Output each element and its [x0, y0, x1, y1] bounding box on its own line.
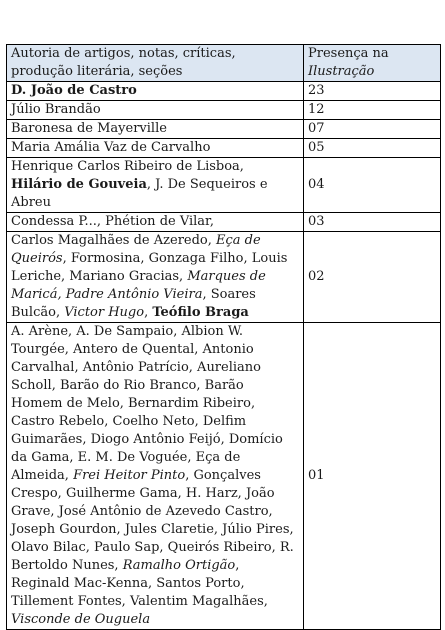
author-text: A. Arène, A. De Sampaio, Albion W. Tourgée, Antero de Quental, Antonio Carvalhal, Antônio Patrício, Aureliano Scholl, Barão do Rio Branco, Barão Homem de Melo, Bernardim Ribeiro, Castro Rebelo, Coelho Neto, Delfim Guimarães, Diogo Antônio Feijó, Domício da Gama, E. M. De Voguée, Eça de Almeida,: [11, 324, 283, 483]
author-cell: [7, 213, 304, 232]
author-text: Baronesa de Mayerville: [11, 121, 167, 136]
header-count-label: Presença na: [308, 46, 389, 61]
table-row: [7, 232, 441, 323]
author-text: , Gonçalves Crespo, Guilherme Gama, H. Harz, João Grave, José Antônio de Azevedo Castro, Joseph Gourdon, Jules Claretie, Júlio Pires, Olavo Bilac, Paulo Sap, Queirós Ribeiro, R. Bertoldo Nunes,: [11, 468, 294, 573]
table-header-row: [7, 45, 441, 82]
author-text: Henrique Carlos Ribeiro de Lisboa,: [11, 159, 244, 174]
author-text: Ramalho Ortigão: [122, 558, 236, 573]
author-text: Hilário de Gouveia: [11, 177, 147, 192]
author-text: D. João de Castro: [11, 83, 137, 98]
author-text: , J. De Sequeiros e Abreu: [11, 177, 268, 210]
count-cell: 12: [304, 101, 441, 120]
author-cell: [7, 82, 304, 101]
author-text: Carlos Magalhães de Azeredo,: [11, 233, 217, 248]
author-text: Eça de Queirós: [11, 233, 261, 266]
author-text: Maria Amália Vaz de Carvalho: [11, 140, 211, 155]
count-cell: 07: [304, 120, 441, 139]
table-row: [7, 101, 441, 120]
author-text: Frei Heitor Pinto: [73, 468, 186, 483]
author-text: Marques de Maricá, Padre Antônio Vieira: [11, 269, 266, 302]
authorship-table: [6, 44, 441, 630]
count-cell: 01: [304, 323, 441, 630]
header-count-cell: [304, 45, 441, 82]
author-cell: [7, 139, 304, 158]
author-text: , Formosina, Gonzaga Filho, Louis Leriche, Mariano Gracias,: [11, 251, 288, 284]
header-publication-name: Ilustração: [308, 64, 375, 79]
author-cell: [7, 101, 304, 120]
author-text: Visconde de Ouguela: [11, 612, 151, 627]
count-cell: 05: [304, 139, 441, 158]
author-text: Teófilo Braga: [152, 305, 249, 320]
author-text: Victor Hugo: [64, 305, 145, 320]
table-body: [7, 45, 441, 630]
table-row: [7, 323, 441, 630]
header-author-cell: Autoria de artigos, notas, críticas, produção literária, seções: [7, 45, 304, 82]
author-cell: [7, 120, 304, 139]
author-text: ,: [144, 305, 153, 320]
author-text: , Reginald Mac-Kenna, Santos Porto, Tillement Fontes, Valentim Magalhães,: [11, 558, 268, 609]
table-row: [7, 158, 441, 213]
author-cell: [7, 232, 304, 323]
count-cell: 03: [304, 213, 441, 232]
count-cell: 04: [304, 158, 441, 213]
table-row: [7, 213, 441, 232]
table-row: [7, 120, 441, 139]
table-row: [7, 139, 441, 158]
count-cell: 02: [304, 232, 441, 323]
author-text: , Soares Bulcão,: [11, 287, 256, 320]
author-cell: [7, 158, 304, 213]
author-text: Júlio Brandão: [11, 102, 101, 117]
author-text: Condessa P..., Phétion de Vilar,: [11, 214, 214, 229]
author-cell: [7, 323, 304, 630]
table-row: [7, 82, 441, 101]
count-cell: 23: [304, 82, 441, 101]
